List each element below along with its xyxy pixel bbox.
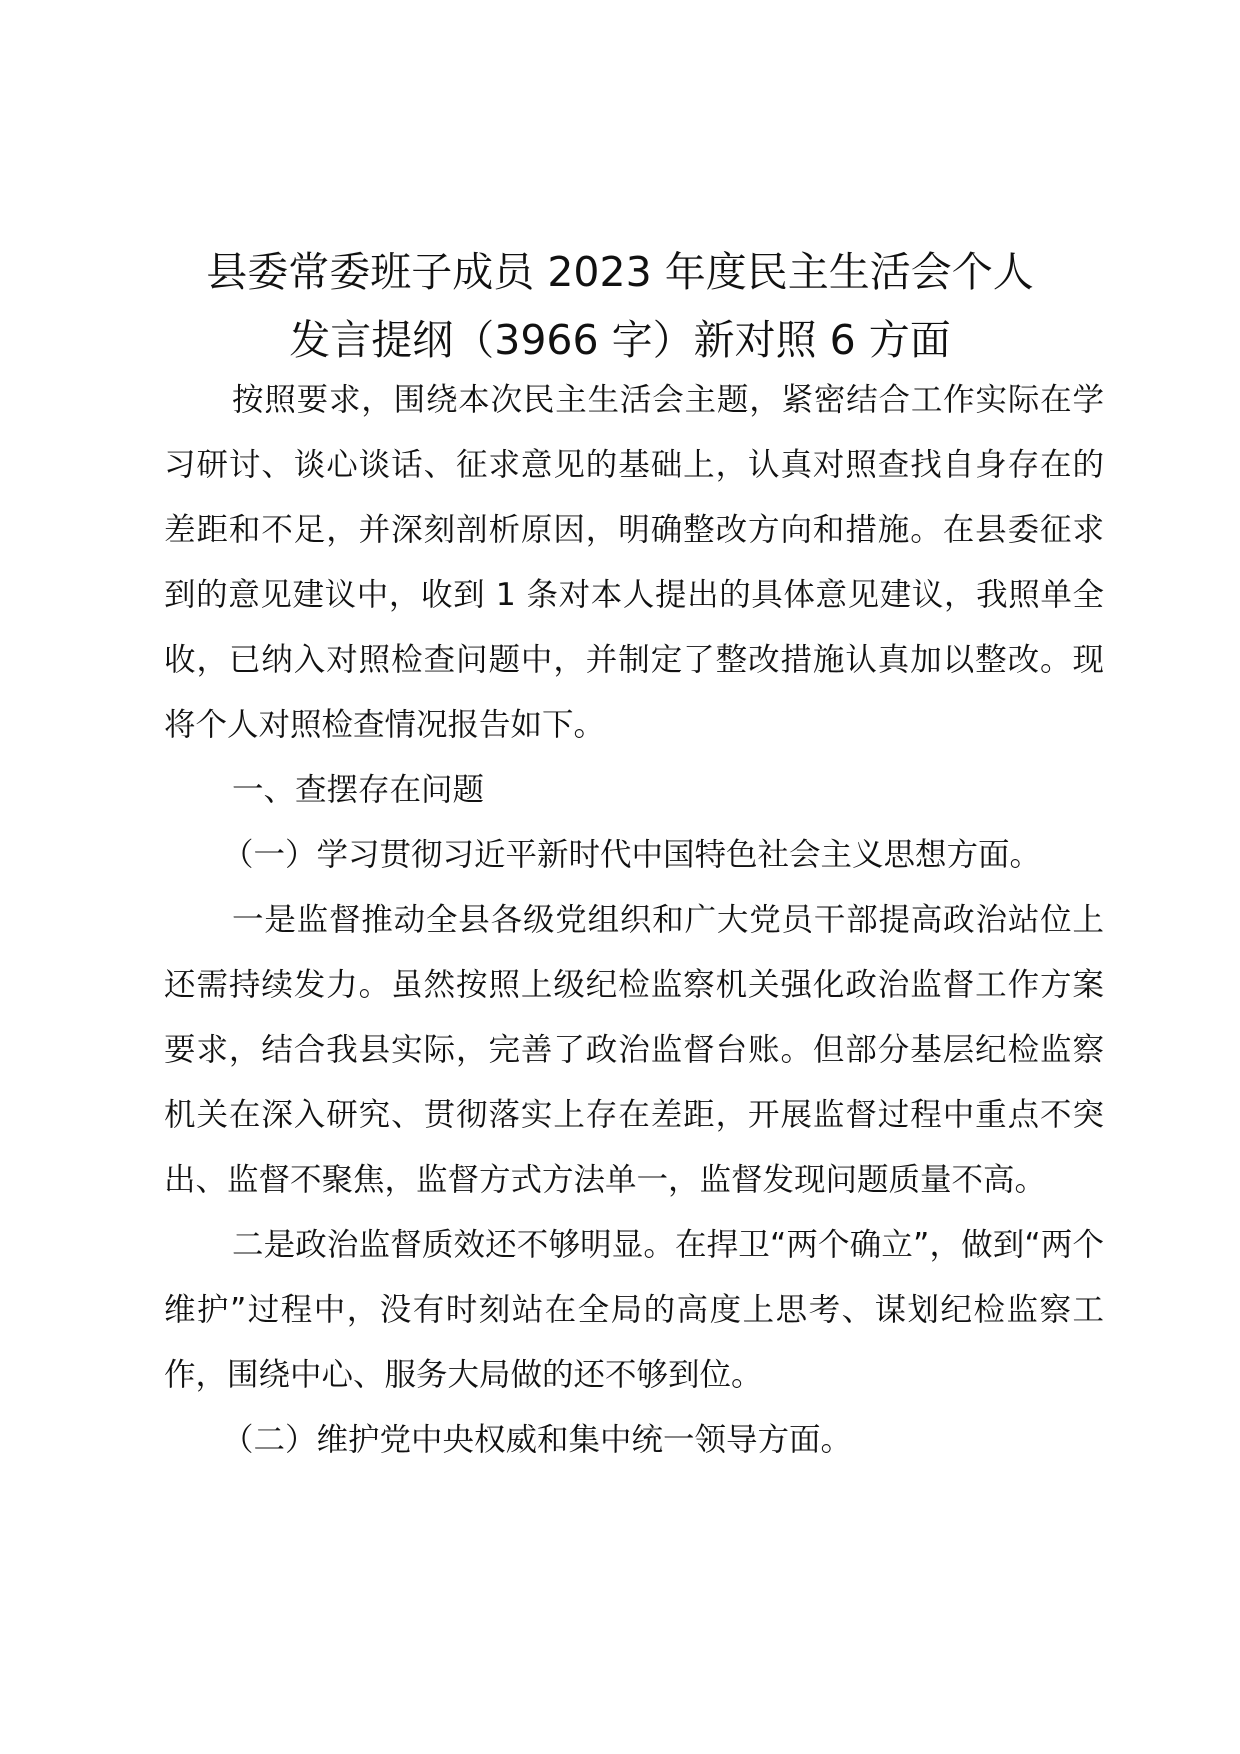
- section-heading-1: 一、查摆存在问题: [232, 772, 485, 808]
- title-line-2: 发言提纲（3966 字）新对照 6 方面: [289, 316, 951, 364]
- document-body: [164, 368, 1104, 1473]
- subsection-heading-1: （一）学习贯彻习近平新时代中国特色社会主义思想方面。: [222, 837, 1042, 873]
- subsection-heading-2: （二）维护党中央权威和集中统一领导方面。: [222, 1422, 853, 1458]
- intro-paragraph: 按照要求，围绕本次民主生活会主题，紧密结合工作实际在学习研讨、谈心谈话、征求意见的基础上，认真对照查找自身存在的差距和不足，并深刻剖析原因，明确整改方向和措施。在县委征求到的意见建议中，收到 1 条对本人提出的具体意见建议，我照单全收，已纳入对照检查问题中，并制定了整改措施认真加以整改。现将个人对照检查情况报告如下。: [164, 382, 1104, 743]
- problem-paragraph-1: 一是监督推动全县各级党组织和广大党员干部提高政治站位上还需持续发力。虽然按照上级纪检监察机关强化政治监督工作方案要求，结合我县实际，完善了政治监督台账。但部分基层纪检监察机关在深入研究、贯彻落实上存在差距，开展监督过程中重点不突出、监督不聚焦，监督方式方法单一，监督发现问题质量不高。: [164, 902, 1104, 1198]
- document-title: [150, 238, 1090, 374]
- problem-paragraph-2: 二是政治监督质效还不够明显。在捍卫“两个确立”，做到“两个维护”过程中，没有时刻站在全局的高度上思考、谋划纪检监察工作，围绕中心、服务大局做的还不够到位。: [164, 1227, 1104, 1393]
- title-line-1: 县委常委班子成员 2023 年度民主生活会个人: [206, 248, 1034, 296]
